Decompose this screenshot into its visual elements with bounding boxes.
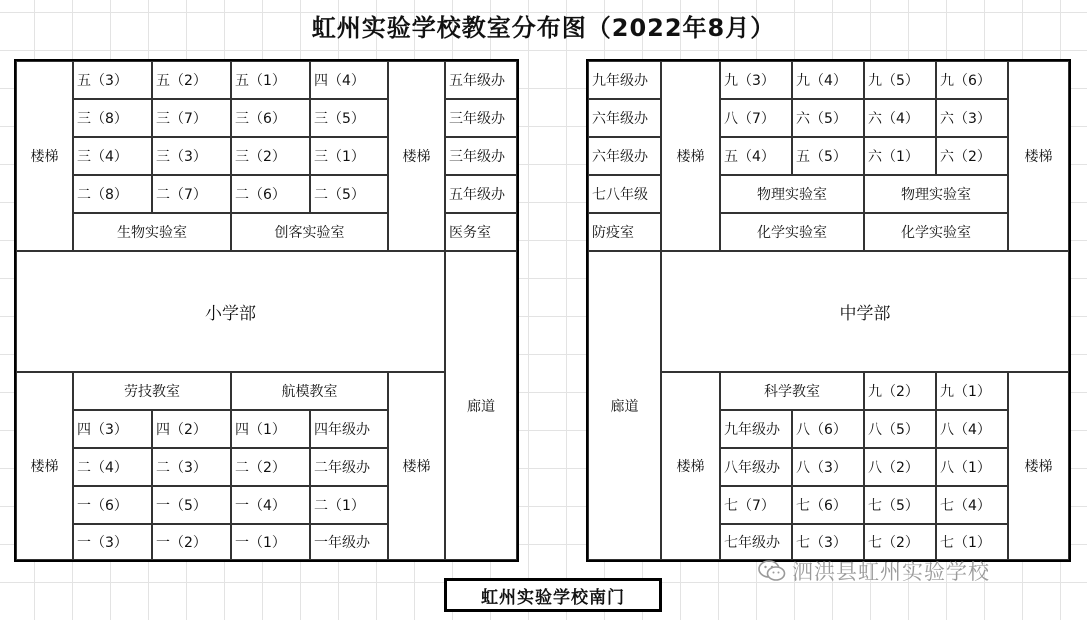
classroom: 六（4） (864, 99, 936, 137)
special-room: 劳技教室 (73, 372, 231, 410)
classroom: 九（4） (792, 61, 864, 99)
classroom: 六（5） (792, 99, 864, 137)
classroom: 一（1） (231, 524, 310, 560)
middle-section-label: 中学部 (661, 251, 1069, 372)
office-room: 五年级办 (445, 175, 517, 213)
primary-stair-ne: 楼梯 (388, 61, 445, 251)
classroom: 四（2） (152, 410, 231, 448)
classroom: 九（5） (864, 61, 936, 99)
classroom: 一（2） (152, 524, 231, 560)
office-room: 六年级办 (588, 137, 661, 175)
special-room: 航模教室 (231, 372, 388, 410)
classroom: 五（2） (152, 61, 231, 99)
classroom: 三（6） (231, 99, 310, 137)
primary-stair-nw: 楼梯 (16, 61, 73, 251)
office-room: 六年级办 (588, 99, 661, 137)
classroom: 四（1） (231, 410, 310, 448)
office-room: 七年级办 (720, 524, 792, 560)
special-room: 科学教室 (720, 372, 864, 410)
wechat-icon (758, 560, 786, 582)
classroom: 六（2） (936, 137, 1008, 175)
classroom: 三（4） (73, 137, 152, 175)
office-room: 防疫室 (588, 213, 661, 251)
office-room: 二年级办 (310, 448, 388, 486)
office-room: 一年级办 (310, 524, 388, 560)
classroom: 七（7） (720, 486, 792, 524)
classroom: 七（6） (792, 486, 864, 524)
primary-section-label: 小学部 (16, 251, 445, 372)
office-room: 八年级办 (720, 448, 792, 486)
classroom: 九（2） (864, 372, 936, 410)
classroom: 五（4） (720, 137, 792, 175)
office-room: 九年级办 (588, 61, 661, 99)
classroom: 八（5） (864, 410, 936, 448)
classroom: 三（2） (231, 137, 310, 175)
office-room: 七八年级 (588, 175, 661, 213)
classroom: 三（7） (152, 99, 231, 137)
office-room: 五年级办 (445, 61, 517, 99)
classroom: 四（4） (310, 61, 388, 99)
classroom: 三（1） (310, 137, 388, 175)
primary-corridor: 廊道 (445, 251, 517, 560)
office-room: 医务室 (445, 213, 517, 251)
middle-stair-sw: 楼梯 (661, 372, 720, 560)
middle-stair-nw: 楼梯 (661, 61, 720, 251)
classroom: 八（1） (936, 448, 1008, 486)
classroom: 三（5） (310, 99, 388, 137)
primary-stair-sw: 楼梯 (16, 372, 73, 560)
classroom: 二（3） (152, 448, 231, 486)
classroom: 九（3） (720, 61, 792, 99)
office-room: 三年级办 (445, 99, 517, 137)
classroom: 七（3） (792, 524, 864, 560)
classroom: 九（6） (936, 61, 1008, 99)
classroom: 五（5） (792, 137, 864, 175)
classroom: 七（2） (864, 524, 936, 560)
classroom: 八（7） (720, 99, 792, 137)
lab-room: 物理实验室 (864, 175, 1008, 213)
middle-stair-se: 楼梯 (1008, 372, 1069, 560)
watermark (758, 556, 990, 586)
classroom: 二（8） (73, 175, 152, 213)
classroom: 八（4） (936, 410, 1008, 448)
classroom: 一（3） (73, 524, 152, 560)
classroom: 二（2） (231, 448, 310, 486)
classroom: 五（1） (231, 61, 310, 99)
classroom: 八（2） (864, 448, 936, 486)
classroom: 七（4） (936, 486, 1008, 524)
classroom: 二（7） (152, 175, 231, 213)
classroom: 二（5） (310, 175, 388, 213)
classroom: 八（6） (792, 410, 864, 448)
lab-room: 物理实验室 (720, 175, 864, 213)
classroom: 一（6） (73, 486, 152, 524)
classroom: 五（3） (73, 61, 152, 99)
primary-stair-se: 楼梯 (388, 372, 445, 560)
classroom: 七（1） (936, 524, 1008, 560)
classroom: 二（6） (231, 175, 310, 213)
classroom: 一（5） (152, 486, 231, 524)
middle-stair-ne: 楼梯 (1008, 61, 1069, 251)
office-room: 九年级办 (720, 410, 792, 448)
lab-room: 化学实验室 (864, 213, 1008, 251)
classroom: 三（8） (73, 99, 152, 137)
classroom: 四（3） (73, 410, 152, 448)
classroom: 三（3） (152, 137, 231, 175)
classroom: 二（4） (73, 448, 152, 486)
page-title: 虹州实验学校教室分布图（2022年8月） (311, 14, 776, 42)
middle-corridor: 廊道 (588, 251, 661, 560)
lab-room: 生物实验室 (73, 213, 231, 251)
south-gate-label: 虹州实验学校南门 (444, 578, 662, 612)
classroom: 二（1） (310, 486, 388, 524)
lab-room: 化学实验室 (720, 213, 864, 251)
classroom: 一（4） (231, 486, 310, 524)
watermark-text: 泗洪县虹州实验学校 (792, 560, 990, 584)
classroom: 九（1） (936, 372, 1008, 410)
office-room: 三年级办 (445, 137, 517, 175)
classroom: 七（5） (864, 486, 936, 524)
classroom: 八（3） (792, 448, 864, 486)
office-room: 四年级办 (310, 410, 388, 448)
classroom: 六（1） (864, 137, 936, 175)
classroom: 六（3） (936, 99, 1008, 137)
lab-room: 创客实验室 (231, 213, 388, 251)
